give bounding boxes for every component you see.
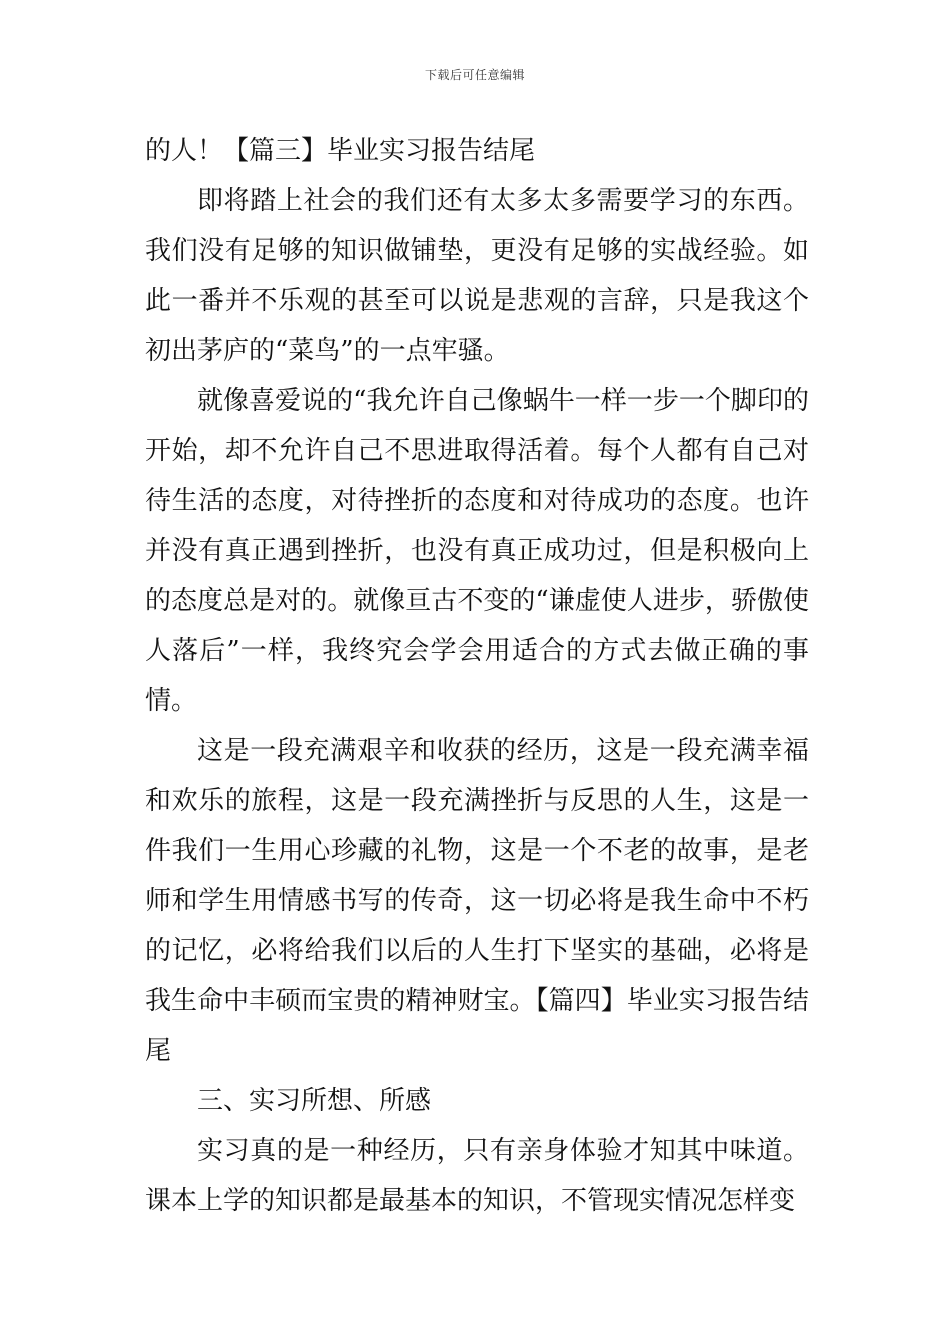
paragraph: 这是一段充满艰辛和收获的经历，这是一段充满幸福和欢乐的旅程，这是一段充满挫折与反思的人生，这是一件我们一生用心珍藏的礼物，这是一个不老的故事，是老师和学生用情感书写的传奇，这一切必将是我生命中不朽的记忆，必将给我们以后的人生打下坚实的基础，必将是我生命中丰硕而宝贵的精神财宝。【篇四】毕业实习报告结尾: [145, 736, 809, 1066]
paragraph: 实习真的是一种经历，只有亲身体验才知其中味道。课本上学的知识都是最基本的知识，不管现实情况怎样变: [145, 1136, 809, 1216]
paragraph-continuation: 的人！【篇三】毕业实习报告结尾: [145, 136, 536, 166]
header-note: 下载后可任意编辑: [424, 68, 525, 82]
paragraph: 就像喜爱说的“我允许自己像蜗牛一样一步一个脚印的开始，却不允许自己不思进取得活着。每个人都有自己对待生活的态度，对待挫折的态度和对待成功的态度。也许并没有真正遇到挫折，也没有真正成功过，但是积极向上的态度总是对的。就像亘古不变的“谦虚使人进步，骄傲使人落后”一样，我终究会学会用适合的方式去做正确的事情。: [145, 386, 809, 716]
paragraph: 即将踏上社会的我们还有太多太多需要学习的东西。我们没有足够的知识做铺垫，更没有足够的实战经验。如此一番并不乐观的甚至可以说是悲观的言辞，只是我这个初出茅庐的“菜鸟”的一点牢骚。: [145, 186, 809, 366]
document-body: [145, 126, 809, 1226]
section-heading: 三、实习所想、所感: [197, 1086, 432, 1116]
